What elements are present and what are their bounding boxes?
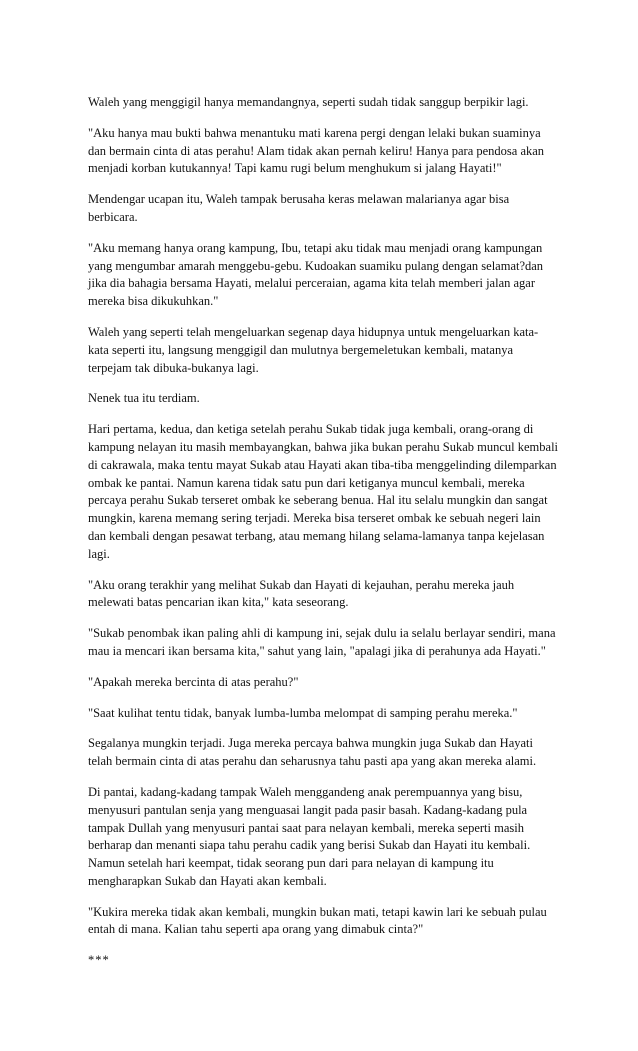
paragraph-14: "Kukira mereka tidak akan kembali, mungkin bukan mati, tetapi kawin lari ke sebuah pulau entah di mana. Kalian tahu seperti apa orang yang dimabuk cinta?" [88,904,547,937]
paragraph-7: Hari pertama, kedua, dan ketiga setelah perahu Sukab tidak juga kembali, orang-orang di kampung nelayan itu masih membayangkan, bahwa jika bukan perahu Sukab muncul kembali di cakrawala, maka tentu mayat Sukab atau Hayati akan tiba-tiba menggelinding dilemparkan ombak ke pantai. Namun karena tidak satu pun dari ketiganya muncul kembali, mereka percaya perahu Sukab terseret ombak ke seberang benua. Hal itu selalu mungkin dan sangat mungkin, karena memang sering terjadi. Mereka bisa terseret ombak ke sebuah negeri lain dan kembali dengan pesawat terbang, atau memang hilang selama-lamanya tanpa kejelasan lagi. [88,422,559,561]
paragraph-5: Waleh yang seperti telah mengeluarkan segenap daya hidupnya untuk mengeluarkan kata-kata seperti itu, langsung menggigil dan mulutnya bergemeletukan kembali, matanya terpejam tak dibuka-bukanya lagi. [88,324,539,375]
paragraph-1: Waleh yang menggigil hanya memandangnya, seperti sudah tidak sanggup berpikir lagi. [88,95,529,109]
paragraph-2: "Aku hanya mau bukti bahwa menantuku mati karena pergi dengan lelaki bukan suaminya dan bermain cinta di atas perahu! Alam tidak akan pernah keliru! Hanya para pendosa akan menjadi korban kutukannya! Tapi kamu rugi belum menghukum si jalang Hayati!" [88,125,545,176]
document-page [88,94,558,970]
section-separator: *** [88,953,110,968]
paragraph-3: Mendengar ucapan itu, Waleh tampak berusaha keras melawan malarianya agar bisa berbicara. [88,192,510,224]
paragraph-8: "Aku orang terakhir yang melihat Sukab dan Hayati di kejauhan, perahu mereka jauh melewati batas pencarian ikan kita," kata seseorang. [88,577,515,610]
paragraph-6: Nenek tua itu terdiam. [88,391,200,406]
paragraph-12: Segalanya mungkin terjadi. Juga mereka percaya bahwa mungkin juga Sukab dan Hayati telah bermain cinta di atas perahu dan seharusnya tahu pasti apa yang akan mereka alami. [88,736,537,769]
paragraph-10: "Apakah mereka bercinta di atas perahu?" [88,674,299,689]
paragraph-11: "Saat kulihat tentu tidak, banyak lumba-lumba melompat di samping perahu mereka." [88,705,518,720]
paragraph-9: "Sukab penombak ikan paling ahli di kampung ini, sejak dulu ia selalu berlayar sendiri, mana mau ia mencari ikan bersama kita," sahut yang lain, "apalagi jika di perahunya ada Hayati." [88,626,556,658]
paragraph-4: "Aku memang hanya orang kampung, Ibu, tetapi aku tidak mau menjadi orang kampungan yang mengumbar amarah menggebu-gebu. Kudoakan suamiku pulang dengan selamat?dan jika dia bahagia bersama Hayati, melalui perceraian, agama kita telah memberi jalan agar mereka bisa dikukuhkan." [88,240,544,309]
paragraph-13: Di pantai, kadang-kadang tampak Waleh menggandeng anak perempuannya yang bisu, menyusuri pantulan senja yang menguasai langit pada pasir basah. Kadang-kadang pula tampak Dullah yang menyusuri pantai saat para nelayan kembali, mereka seperti masih berharap dan menanti siapa tahu perahu cadik yang berisi Sukab dan Hayati itu kembali. Namun setelah hari keempat, tidak seorang pun dari para nelayan di kampung itu mengharapkan Sukab dan Hayati akan kembali. [88,784,531,888]
